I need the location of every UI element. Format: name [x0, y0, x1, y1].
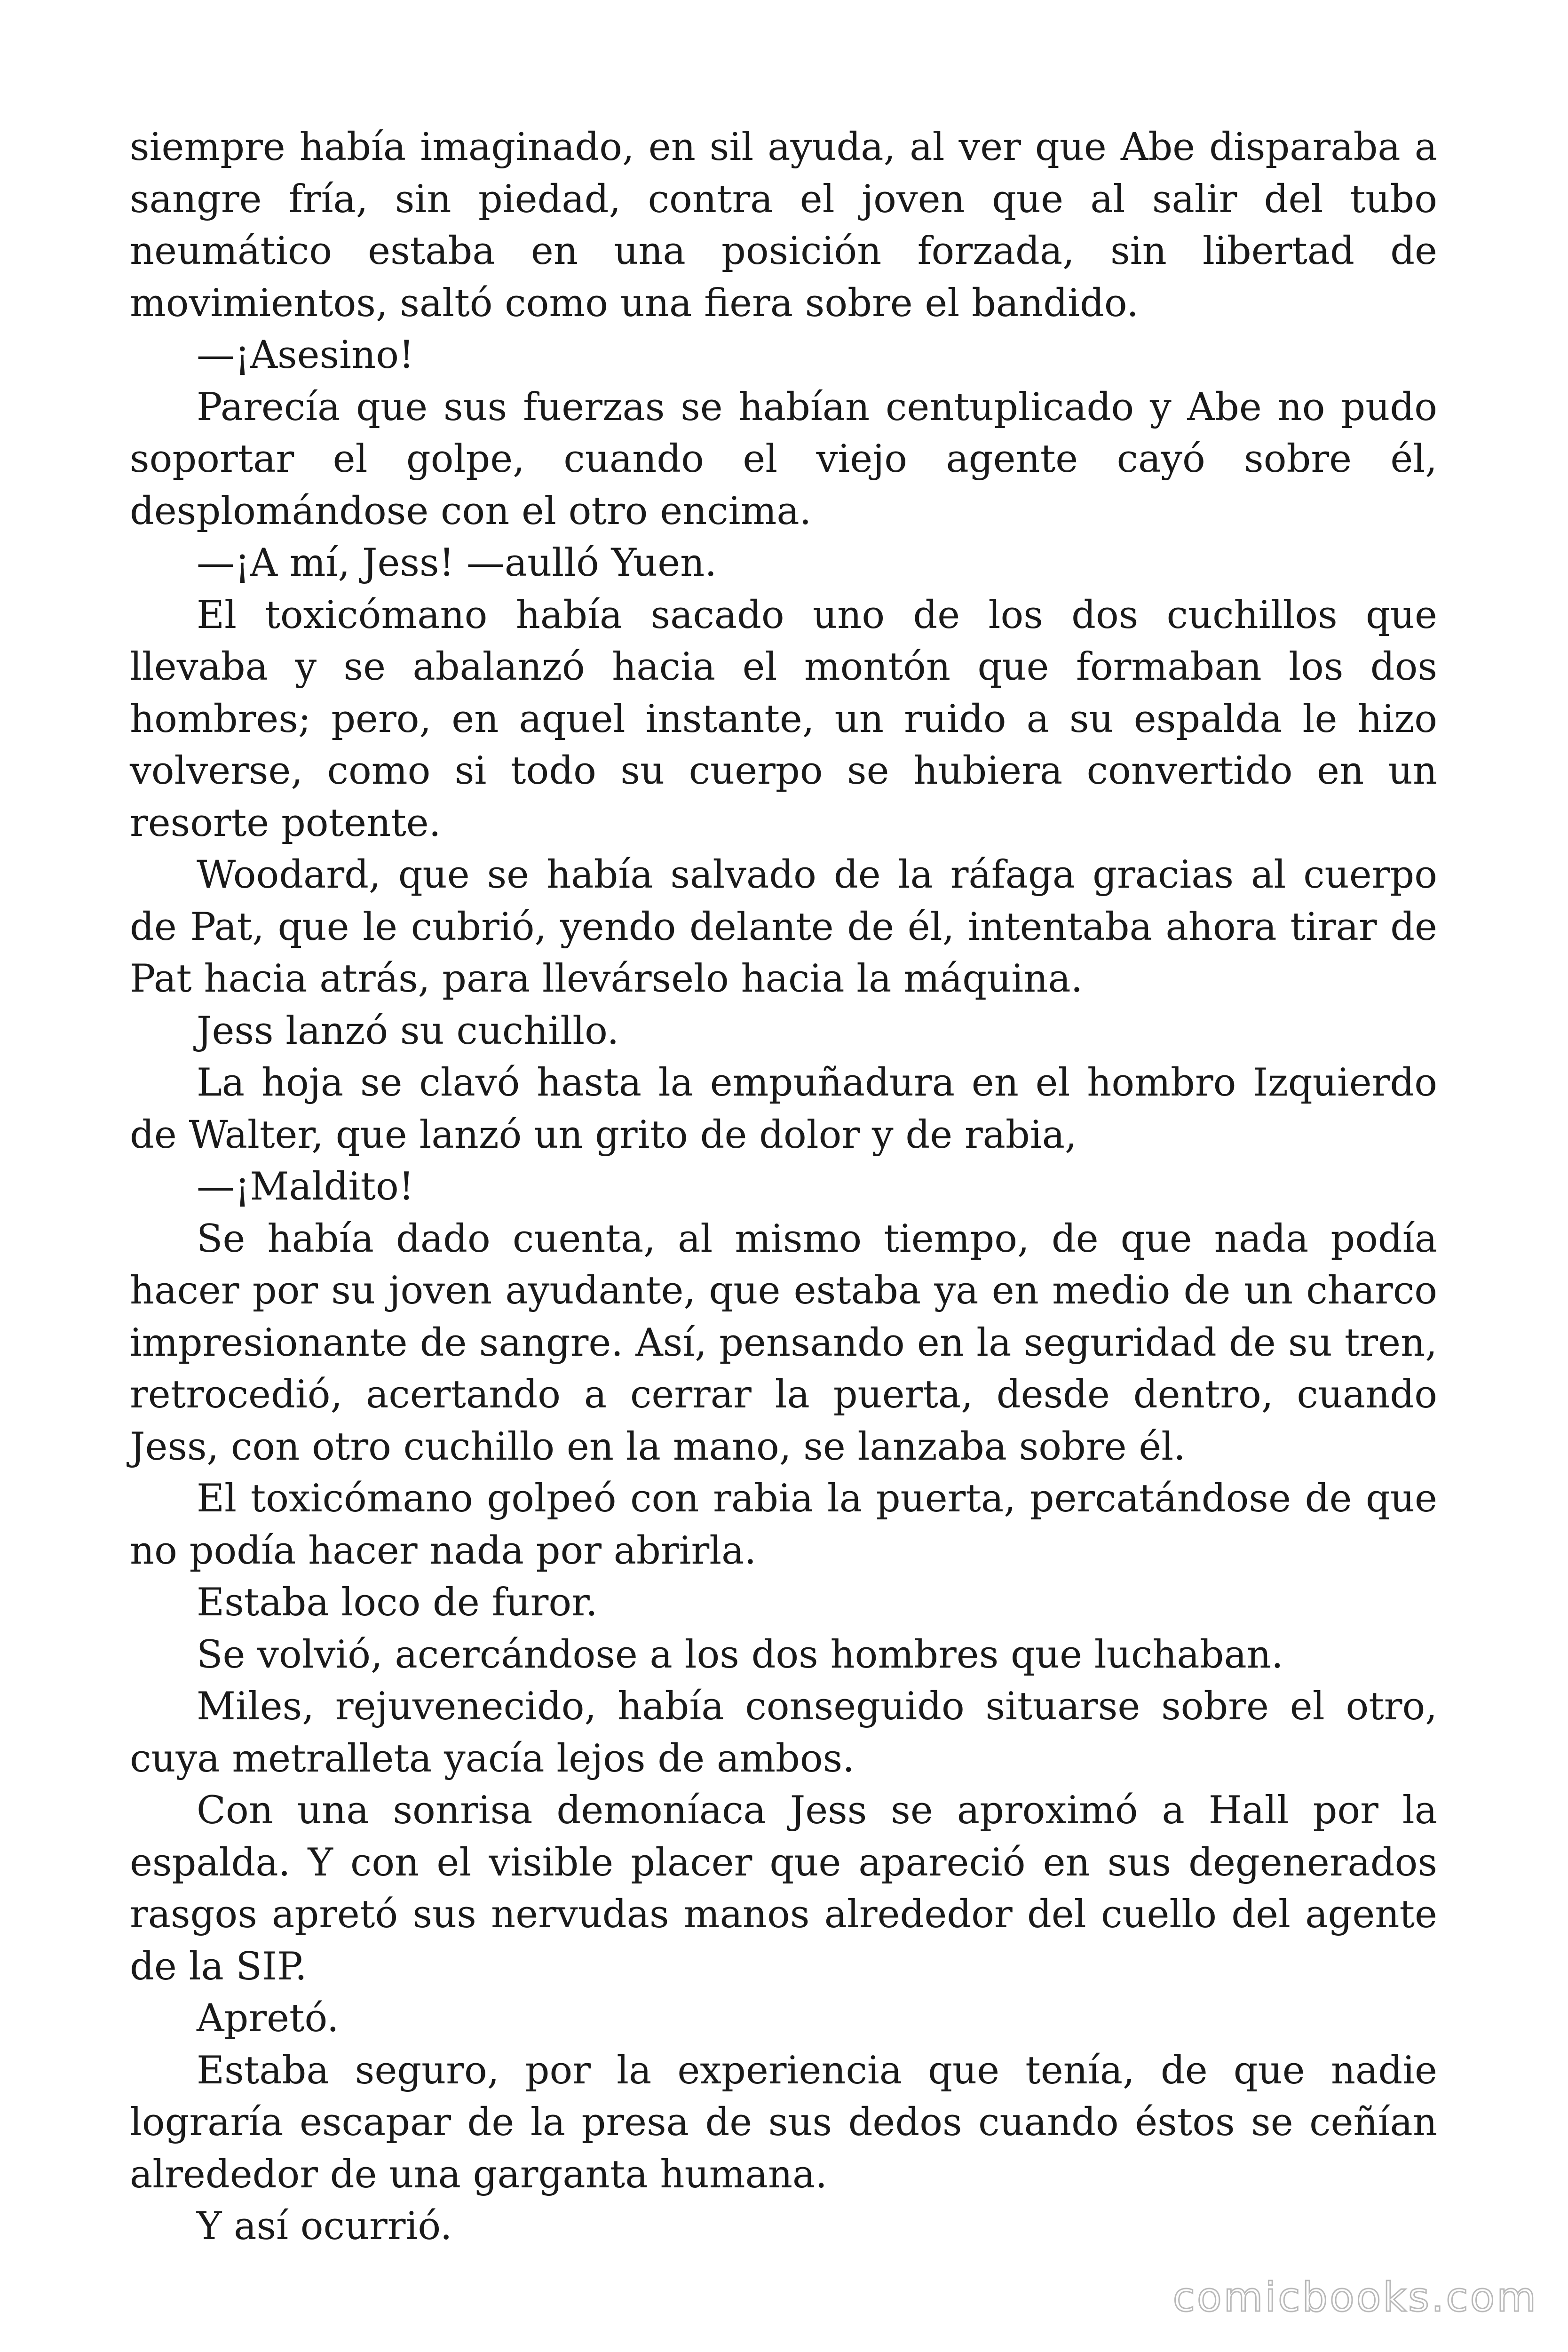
- paragraph: Y así ocurrió.: [197, 2204, 452, 2249]
- watermark: comicbooks.com: [1172, 2274, 1538, 2321]
- paragraph: Se había dado cuenta, al mismo tiempo, de que nada podía hacer por su joven ayudante, que estaba ya en medio de un charco impresionante de sangre. Así, pensando en la seguridad de su tren, retrocedió, acertando a cerrar la puerta, desde dentro, cuando Jess, con otro cuchillo en la mano, se lanzaba sobre él.: [130, 1216, 1437, 1469]
- paragraph: Estaba seguro, por la experiencia que tenía, de que nadie lograría escapar de la presa de sus dedos cuando éstos se ceñían alrededor de una garganta humana.: [130, 2048, 1437, 2197]
- paragraph: Apretó.: [197, 1996, 339, 2041]
- paragraph: Jess lanzó su cuchillo.: [197, 1009, 619, 1053]
- paragraph: La hoja se clavó hasta la empuñadura en el hombro Izquierdo de Walter, que lanzó un grito de dolor y de rabia,: [130, 1061, 1437, 1157]
- body-text: [130, 121, 1437, 2253]
- paragraph: El toxicómano golpeó con rabia la puerta, percatándose de que no podía hacer nada por abrirla.: [130, 1477, 1437, 1573]
- paragraph: —¡Asesino!: [197, 333, 414, 377]
- paragraph: Parecía que sus fuerzas se habían centuplicado y Abe no pudo soportar el golpe, cuando el viejo agente cayó sobre él, desplomándose con el otro encima.: [130, 385, 1437, 533]
- paragraph: siempre había imaginado, en sil ayuda, al ver que Abe disparaba a sangre fría, sin piedad, contra el joven que al salir del tubo neumático estaba en una posición forzada, sin libertad de movimientos, saltó como una fiera sobre el bandido.: [130, 125, 1437, 326]
- paragraph: El toxicómano había sacado uno de los dos cuchillos que llevaba y se abalanzó hacia el montón que formaban los dos hombres; pero, en aquel instante, un ruido a su espalda le hizo volverse, como si todo su cuerpo se hubiera convertido en un resorte potente.: [130, 593, 1437, 845]
- paragraph: Woodard, que se había salvado de la ráfaga gracias al cuerpo de Pat, que le cubrió, yendo delante de él, intentaba ahora tirar de Pat hacia atrás, para llevárselo hacia la máquina.: [130, 853, 1437, 1001]
- paragraph: Estaba loco de furor.: [197, 1581, 598, 1625]
- paragraph: Miles, rejuvenecido, había conseguido situarse sobre el otro, cuya metralleta yacía lejos de ambos.: [130, 1685, 1437, 1781]
- paragraph: —¡A mí, Jess! —aulló Yuen.: [197, 541, 717, 585]
- paragraph: Se volvió, acercándose a los dos hombres que luchaban.: [197, 1632, 1283, 1677]
- paragraph: —¡Maldito!: [197, 1165, 414, 1209]
- paragraph: Con una sonrisa demoníaca Jess se aproximó a Hall por la espalda. Y con el visible placer que apareció en sus degenerados rasgos apretó sus nervudas manos alrededor del cuello del agente de la SIP.: [130, 1788, 1437, 1989]
